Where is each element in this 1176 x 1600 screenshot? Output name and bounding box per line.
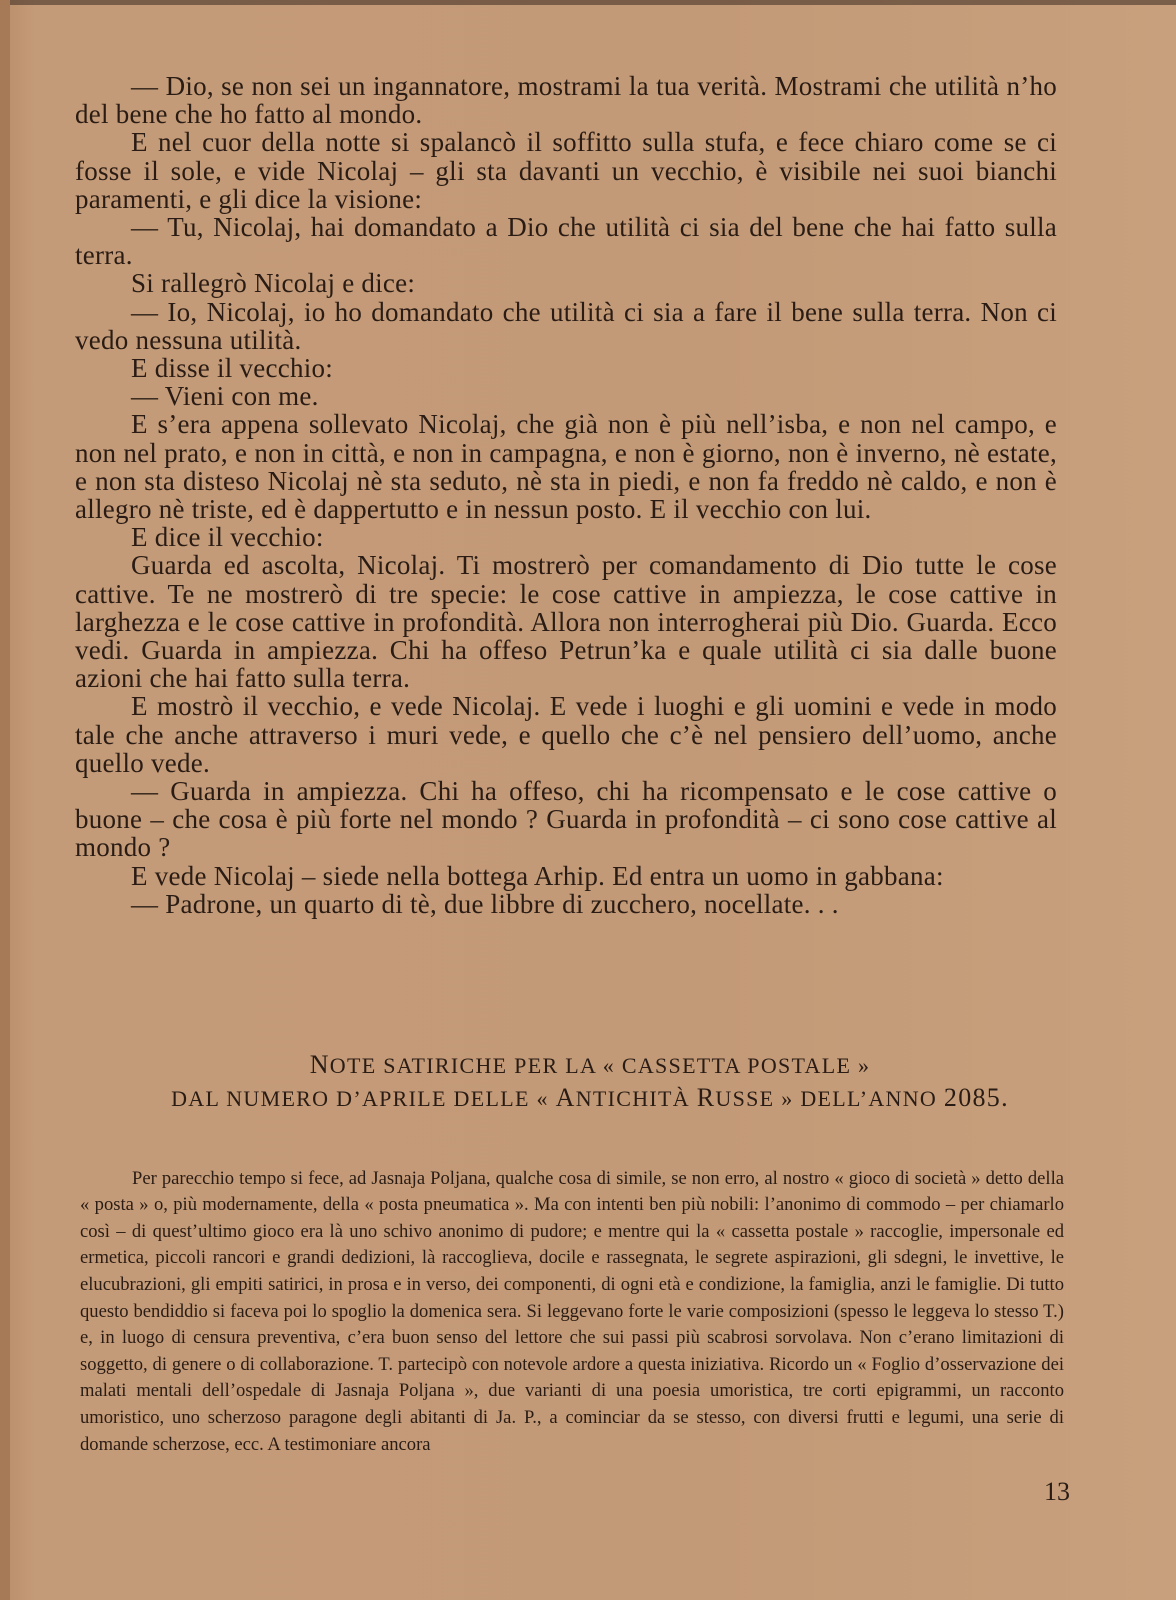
heading-line-1-text: OTE SATIRICHE PER LA « CASSETTA POSTALE » — [329, 1053, 871, 1078]
story-paragraph: E mostrò il vecchio, e vede Nicolaj. E vede i luoghi e gli uomini e vede in modo tale che anche attraverso i muri vede, e quello che c’è nel pensiero dell’uomo, anche quello vede. — [75, 691, 1057, 778]
page-binding-edge — [0, 0, 10, 1600]
dialogue-paragraph: — Tu, Nicolaj, hai domandato a Dio che utilità ci sia del bene che hai fatto sulla terra. — [75, 213, 1057, 269]
heading-initial: N — [309, 1050, 330, 1079]
heading-line-2-part-b: NTICHITÀ — [575, 1086, 697, 1111]
dialogue-paragraph: — Padrone, un quarto di tè, due libbre di zucchero, nocellate. . . — [75, 890, 1057, 918]
dialogue-paragraph: — Vieni con me. — [75, 382, 1057, 410]
heading-initial-r: R — [696, 1083, 716, 1112]
heading-line-2-part-a: DAL NUMERO D’APRILE DELLE « — [171, 1086, 556, 1111]
story-paragraph: E vede Nicolaj – siede nella bottega Arhip. Ed entra un uomo in gabbana: — [131, 860, 944, 891]
story-paragraph: E s’era appena sollevato Nicolaj, che già non è più nell’isba, e non nel campo, e non nel prato, e non in città, e non in campagna, e non è giorno, non è inverno, nè estate, e non sta disteso Nicolaj nè sta seduto, nè sta in piedi, e non fa freddo nè caldo, e non è allegro nè triste, ed è dappertutto e in nessun posto. E il vecchio con lui. — [75, 409, 1057, 525]
story-paragraph: E nel cuor della notte si spalancò il soffitto sulla stufa, e fece chiaro come se ci fosse il sole, e vide Nicolaj – gli sta davanti un vecchio, è visibile nei suoi bianchi paramenti, e gli dice la visione: — [75, 127, 1057, 214]
section-heading-line-1 — [120, 1050, 1060, 1080]
story-text — [75, 72, 1057, 918]
story-paragraph: E disse il vecchio: — [131, 353, 333, 384]
story-paragraph: E dice il vecchio: — [131, 522, 324, 553]
page-top-edge — [0, 0, 1176, 5]
story-paragraph: Si rallegrò Nicolaj e dice: — [131, 268, 416, 299]
dialogue-paragraph: — Dio, se non sei un ingannatore, mostrami la tua verità. Mostrami che utilità n’ho del bene che ho fatto al mondo. — [75, 72, 1057, 128]
heading-year: 2085. — [943, 1083, 1009, 1112]
section-heading-line-2 — [120, 1083, 1060, 1113]
dialogue-paragraph: — Io, Nicolaj, io ho domandato che utilità ci sia a fare il bene sulla terra. Non ci vedo nessuna utilità. — [75, 298, 1057, 354]
heading-initial-a: A — [555, 1083, 576, 1112]
editorial-note: Per parecchio tempo si fece, ad Jasnaja Poljana, qualche cosa di simile, se non erro, al nostro « gioco di società » detto della « posta » o, più modernamente, della « posta pneumatica ». Ma con intenti ben più nobili: l’anonimo di commodo – per chiamarlo così – di quest’ultimo gioco era là uno schivo anonimo di pudore; e mentre qui la « cassetta postale » raccoglie, impersonale ed ermetica, piccoli rancori e grandi dedizioni, là raccoglieva, docile e rassegnata, le segrete aspirazioni, gli sdegni, le invettive, le elucubrazioni, gli empiti satirici, in prosa e in verso, dei componenti, di ogni età e condizione, la famiglia, anzi le famiglie. Di tutto questo bendiddio si faceva poi lo spoglio la domenica sera. Si leggevano forte le varie composizioni (spesso le leggeva lo stesso T.) e, in luogo di censura preventiva, c’era buon senso del lettore che sui passi più scabrosi sorvolava. Non c’erano limitazioni di soggetto, di genere o di collaborazione. T. partecipò con notevole ardore a questa iniziativa. Ricordo un « Foglio d’osservazione dei malati mentali dell’ospedale di Jasnaja Poljana », due varianti di una poesia umoristica, tre corti epigrammi, un racconto umoristico, uno scherzoso paragone degli abitanti di Ja. P., a cominciar da se stesso, con diversi frutti e legumi, una serie di domande scherzose, ecc. A testimoniare ancora — [80, 1167, 1064, 1455]
story-paragraph: Guarda ed ascolta, Nicolaj. Ti mostrerò per comandamento di Dio tutte le cose cattive. Te ne mostrerò di tre specie: le cose cattive in ampiezza, le cose cattive in larghezza e le cose cattive in profondità. Allora non interrogherai più Dio. Guarda. Ecco vedi. Guarda in ampiezza. Chi ha offeso Petrun’ka e quale utilità ci sia dalle buone azioni che hai fatto sulla terra. — [75, 550, 1057, 694]
page-number: 13 — [1044, 1477, 1070, 1506]
heading-line-2-part-c: USSE » DELL’ANNO — [715, 1086, 944, 1111]
dialogue-paragraph: — Guarda in ampiezza. Chi ha offeso, chi ha ricompensato e le cose cattive o buone – che cosa è più forte nel mondo ? Guarda in profondità – ci sono cose cattive al mondo ? — [75, 777, 1057, 862]
